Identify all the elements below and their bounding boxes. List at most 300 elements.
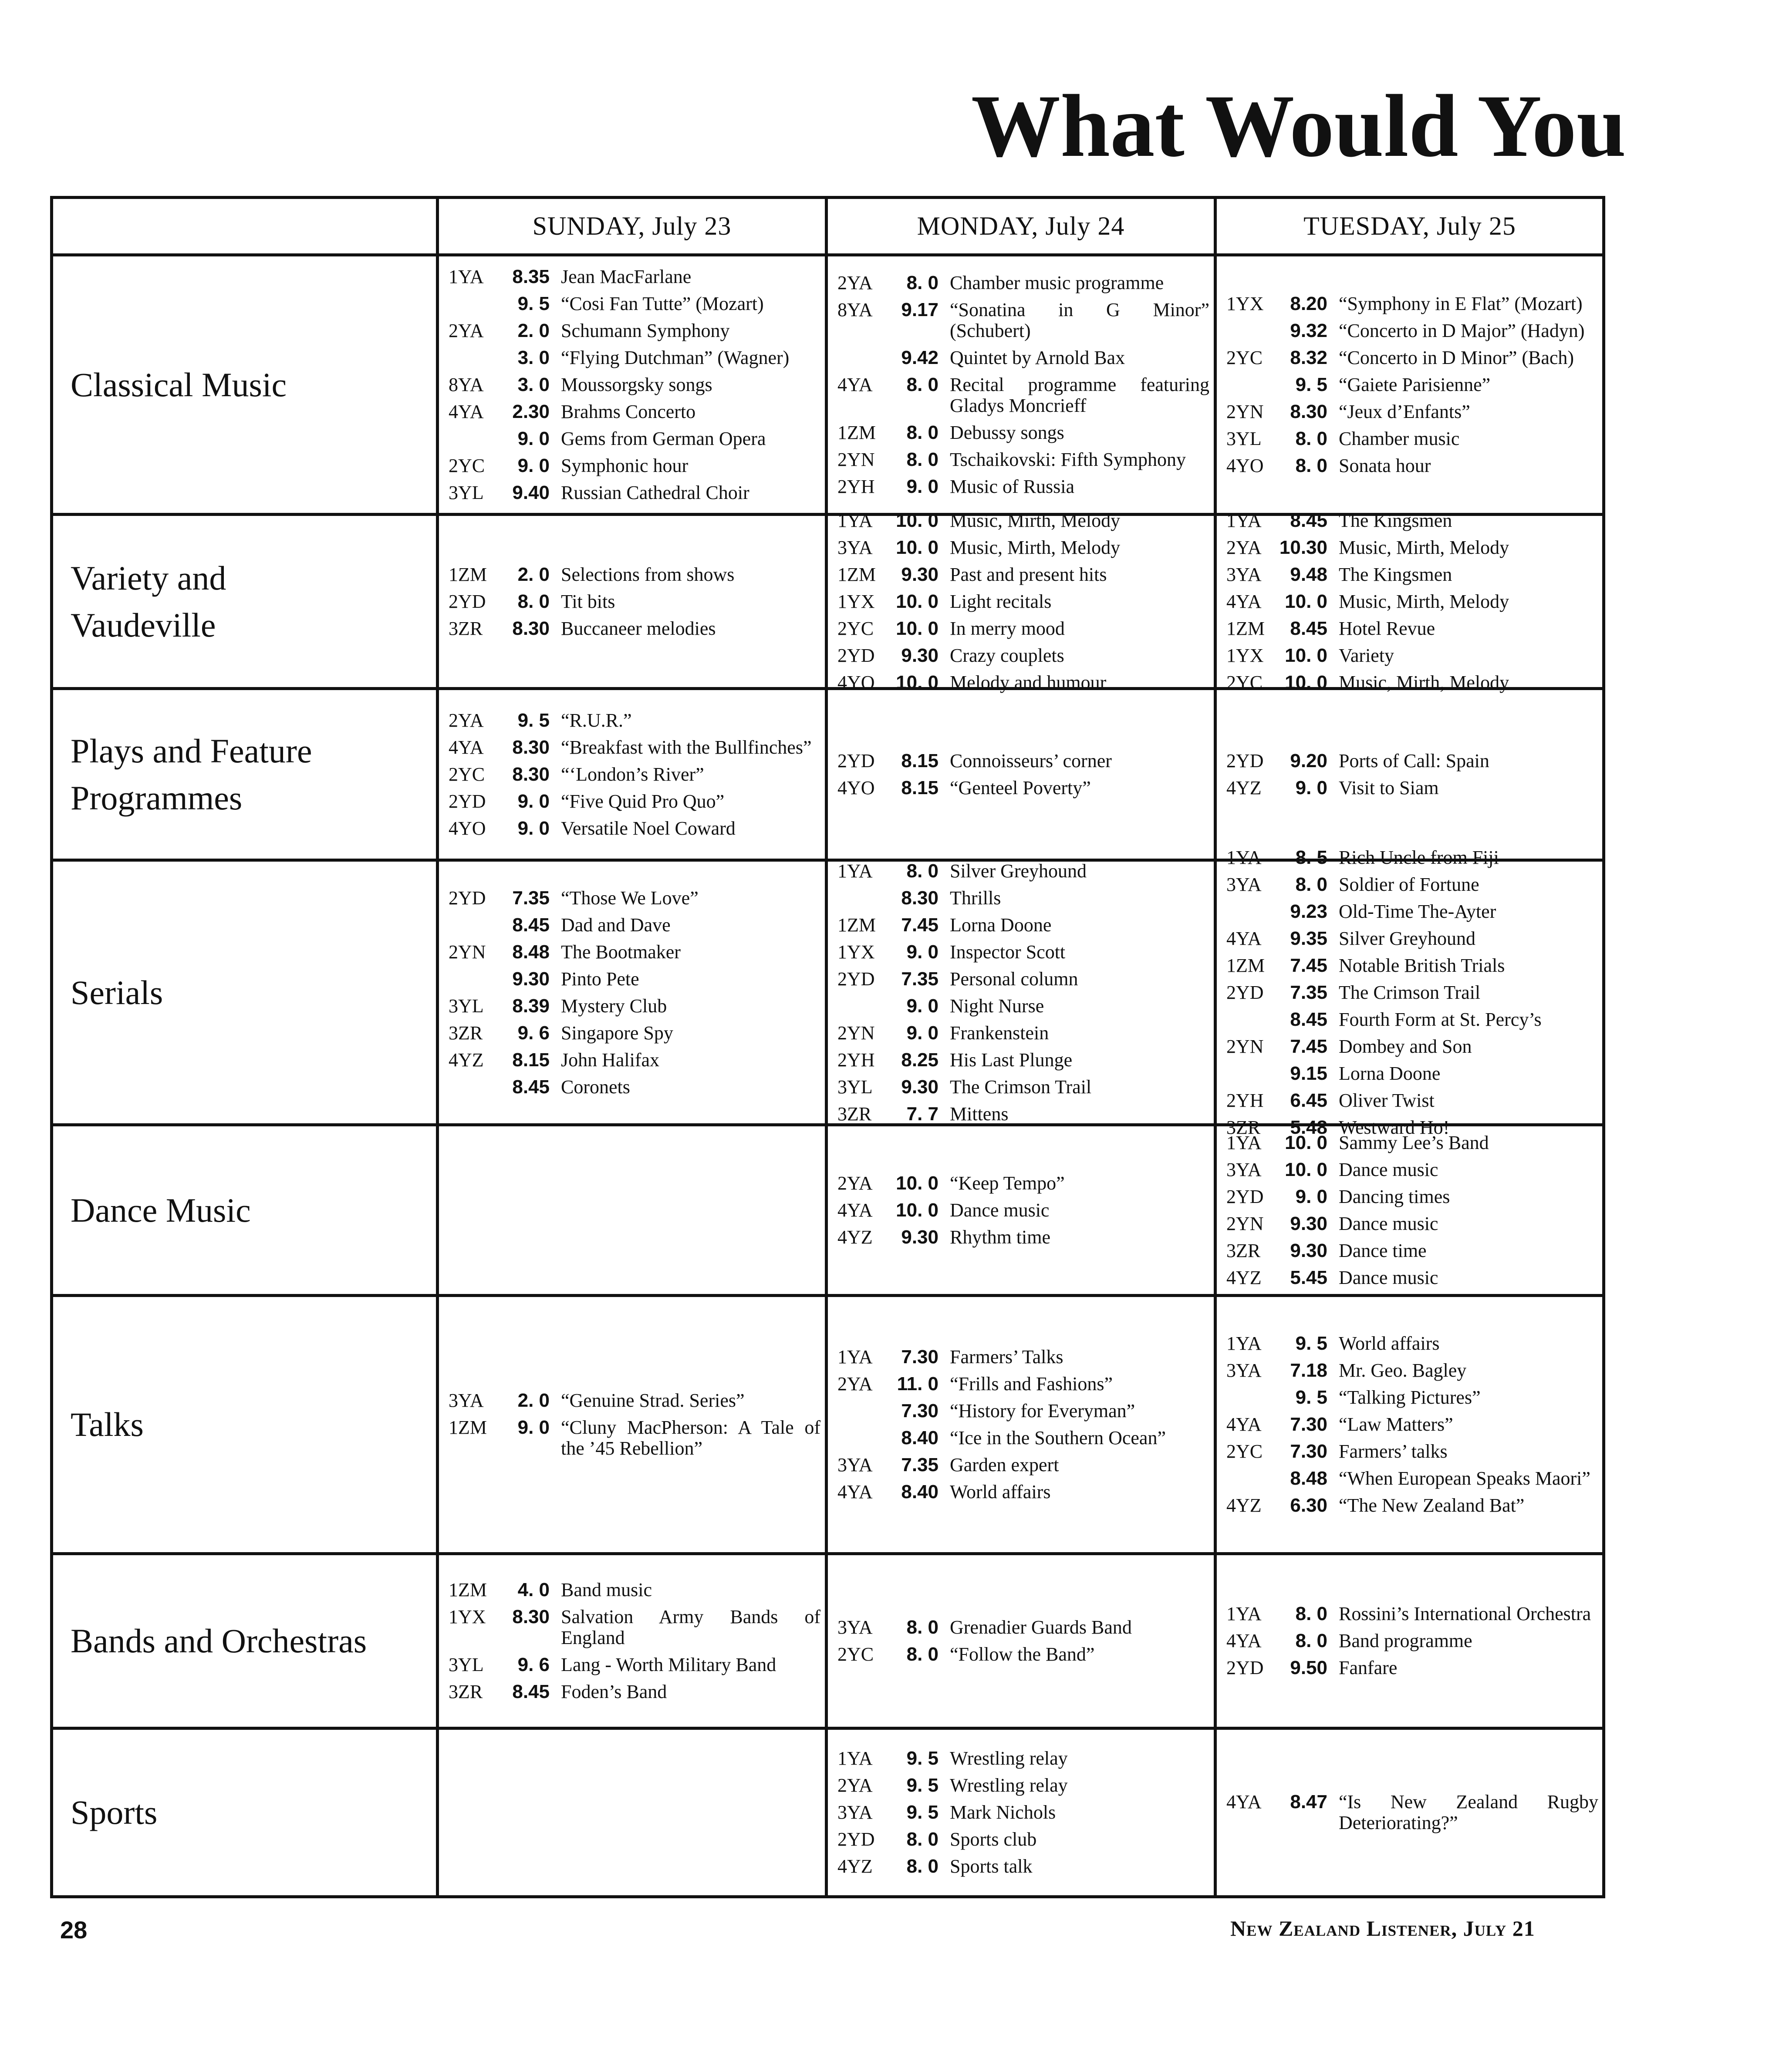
program-title: Symphonic hour bbox=[561, 455, 689, 476]
station-call-sign: 3ZR bbox=[837, 1103, 872, 1125]
broadcast-time: 10. 0 bbox=[896, 590, 939, 612]
station-call-sign: 3YA bbox=[837, 1617, 873, 1638]
program-entry bbox=[1226, 1658, 1598, 1678]
program-title: Mittens bbox=[950, 1103, 1009, 1125]
broadcast-time: 10. 0 bbox=[1285, 590, 1327, 612]
broadcast-time: 7.35 bbox=[1290, 981, 1327, 1003]
program-title: Dance time bbox=[1339, 1240, 1427, 1261]
broadcast-time: 10. 0 bbox=[896, 1199, 939, 1221]
broadcast-time: 9. 5 bbox=[906, 1775, 939, 1796]
day-header-monday bbox=[828, 199, 1214, 253]
broadcast-time: 9.35 bbox=[1290, 927, 1327, 949]
broadcast-time: 9.30 bbox=[901, 644, 939, 666]
program-title: Schumann Symphony bbox=[561, 320, 730, 341]
program-title: Westward Ho! bbox=[1339, 1116, 1450, 1138]
program-entry bbox=[1226, 751, 1598, 772]
station-call-sign: 4YZ bbox=[1226, 1495, 1262, 1516]
program-title: Lorna Doone bbox=[1339, 1062, 1441, 1084]
program-entry bbox=[837, 273, 1209, 293]
program-entry bbox=[837, 1077, 1209, 1098]
program-list bbox=[828, 256, 1214, 513]
station-call-sign: 4YA bbox=[1226, 1630, 1262, 1651]
station-call-sign: 2YC bbox=[1226, 1441, 1263, 1462]
program-title: “Ice in the Southern Ocean” bbox=[950, 1427, 1166, 1449]
broadcast-time: 10. 0 bbox=[896, 671, 939, 693]
broadcast-time: 8. 0 bbox=[1295, 1630, 1327, 1651]
program-list bbox=[1217, 846, 1603, 1138]
program-title: Variety bbox=[1339, 644, 1394, 666]
station-call-sign: 3ZR bbox=[449, 1022, 483, 1044]
station-call-sign: 1YA bbox=[837, 860, 873, 882]
program-title: “Talking Pictures” bbox=[1339, 1387, 1481, 1408]
broadcast-time: 10. 0 bbox=[896, 617, 939, 639]
broadcast-time: 8.35 bbox=[512, 266, 550, 287]
broadcast-time: 8.45 bbox=[1290, 1008, 1327, 1030]
program-title: World affairs bbox=[1339, 1333, 1440, 1354]
program-entry bbox=[1226, 1213, 1598, 1234]
program-title: “Cosi Fan Tutte” (Mozart) bbox=[561, 293, 764, 314]
station-call-sign: 2YD bbox=[1226, 981, 1264, 1003]
station-call-sign: 2YA bbox=[837, 272, 873, 293]
program-list bbox=[439, 1555, 825, 1727]
broadcast-time: 8. 0 bbox=[517, 590, 550, 612]
station-call-sign: 3YL bbox=[449, 482, 484, 503]
broadcast-time: 9. 0 bbox=[1295, 1186, 1327, 1207]
station-call-sign: 2YC bbox=[449, 763, 485, 785]
program-entry bbox=[449, 618, 820, 639]
program-title: “Flying Dutchman” (Wagner) bbox=[561, 347, 790, 368]
broadcast-time: 7.35 bbox=[901, 968, 939, 990]
station-call-sign: 1YA bbox=[449, 266, 484, 287]
schedule-cell-monday bbox=[828, 1126, 1214, 1294]
station-call-sign: 2YA bbox=[449, 709, 484, 731]
broadcast-time: 8.30 bbox=[512, 763, 550, 785]
program-list bbox=[1217, 1555, 1603, 1727]
broadcast-time: 3. 0 bbox=[517, 374, 550, 395]
program-entry bbox=[837, 915, 1209, 936]
program-title: The Kingsmen bbox=[1339, 509, 1452, 531]
broadcast-time: 2. 0 bbox=[517, 563, 550, 585]
station-call-sign: 4YA bbox=[1226, 1791, 1262, 1813]
category-dance-music bbox=[53, 1126, 436, 1294]
program-entry bbox=[1226, 955, 1598, 976]
program-entry bbox=[1226, 1333, 1598, 1354]
program-entry bbox=[1226, 293, 1598, 314]
station-call-sign: 3YA bbox=[837, 1802, 873, 1823]
broadcast-time: 9. 0 bbox=[906, 475, 939, 497]
program-title: Russian Cathedral Choir bbox=[561, 482, 749, 503]
broadcast-time: 9. 5 bbox=[1295, 374, 1327, 395]
broadcast-time: 7. 7 bbox=[906, 1103, 939, 1125]
station-call-sign: 1YA bbox=[1226, 1333, 1262, 1354]
program-title: “‘London’s River” bbox=[561, 763, 704, 785]
program-list bbox=[828, 1730, 1214, 1895]
station-call-sign: 8YA bbox=[837, 299, 873, 320]
grid-line bbox=[436, 196, 439, 1898]
program-title: In merry mood bbox=[950, 617, 1065, 639]
grid-line bbox=[825, 196, 828, 1898]
program-title: Music, Mirth, Melody bbox=[950, 509, 1121, 531]
broadcast-time: 7.30 bbox=[1290, 1414, 1327, 1435]
program-list bbox=[439, 1297, 825, 1552]
program-entry bbox=[837, 1775, 1209, 1796]
program-title: Melody and humour bbox=[950, 671, 1107, 693]
station-call-sign: 1YA bbox=[1226, 1132, 1262, 1153]
category-label: Bands and Orchestras bbox=[71, 1622, 367, 1660]
program-entry bbox=[837, 1104, 1209, 1125]
program-title: Personal column bbox=[950, 968, 1078, 990]
station-call-sign: 1YX bbox=[1226, 293, 1264, 314]
station-call-sign: 8YA bbox=[449, 374, 484, 395]
broadcast-time: 9. 5 bbox=[1295, 1333, 1327, 1354]
station-call-sign: 1YA bbox=[1226, 509, 1262, 531]
grid-line bbox=[50, 1895, 1605, 1898]
station-call-sign: 4YA bbox=[837, 374, 873, 395]
program-entry bbox=[449, 591, 820, 612]
program-title: Garden expert bbox=[950, 1454, 1059, 1476]
grid-line bbox=[50, 1552, 1605, 1555]
page-number: 28 bbox=[60, 1916, 88, 1944]
program-entry bbox=[837, 510, 1209, 531]
station-call-sign: 2YA bbox=[837, 1172, 873, 1194]
program-entry bbox=[449, 996, 820, 1017]
category-talks bbox=[53, 1297, 436, 1552]
station-call-sign: 1ZM bbox=[449, 1579, 487, 1600]
program-title: Mark Nichols bbox=[950, 1802, 1056, 1823]
program-title: “Cluny MacPherson: A Tale of the ’45 Rebellion” bbox=[561, 1417, 820, 1459]
broadcast-time: 9.30 bbox=[901, 1076, 939, 1098]
category-serials bbox=[53, 862, 436, 1123]
station-call-sign: 1YX bbox=[837, 590, 875, 612]
program-list bbox=[828, 690, 1214, 859]
broadcast-time: 9. 5 bbox=[906, 1748, 939, 1769]
schedule-cell-sunday bbox=[439, 862, 825, 1123]
program-title: Foden’s Band bbox=[561, 1681, 667, 1702]
broadcast-time: 7.35 bbox=[901, 1454, 939, 1476]
program-entry bbox=[1226, 1414, 1598, 1435]
program-title: The Bootmaker bbox=[561, 941, 681, 963]
program-title: Lorna Doone bbox=[950, 914, 1052, 936]
broadcast-time: 9. 5 bbox=[517, 293, 550, 314]
broadcast-time: 9. 0 bbox=[517, 428, 550, 449]
broadcast-time: 8. 0 bbox=[906, 1617, 939, 1638]
program-entry bbox=[837, 1347, 1209, 1368]
broadcast-time: 9.48 bbox=[1290, 563, 1327, 585]
grid-line bbox=[50, 1294, 1605, 1297]
program-entry bbox=[449, 1681, 820, 1702]
broadcast-time: 8.32 bbox=[1290, 347, 1327, 368]
program-title: Rich Uncle from Fiji bbox=[1339, 846, 1499, 868]
station-call-sign: 2YD bbox=[449, 790, 486, 812]
program-entry bbox=[1226, 1159, 1598, 1180]
broadcast-time: 8. 0 bbox=[1295, 1603, 1327, 1624]
program-entry bbox=[837, 564, 1209, 585]
broadcast-time: 10. 0 bbox=[1285, 671, 1327, 693]
program-entry bbox=[1226, 1267, 1598, 1288]
program-entry bbox=[1226, 1186, 1598, 1207]
program-entry bbox=[1226, 1387, 1598, 1408]
station-call-sign: 2YN bbox=[837, 1022, 875, 1044]
program-entry bbox=[837, 1173, 1209, 1194]
station-call-sign: 4YZ bbox=[837, 1856, 873, 1877]
program-title: Dad and Dave bbox=[561, 914, 671, 936]
category-label: Dance Music bbox=[71, 1191, 251, 1229]
broadcast-time: 8. 5 bbox=[1295, 846, 1327, 868]
program-entry bbox=[837, 1050, 1209, 1071]
station-call-sign: 4YO bbox=[837, 777, 875, 798]
station-call-sign: 2YD bbox=[837, 1829, 875, 1850]
program-title: Dance music bbox=[950, 1199, 1050, 1221]
program-title: Ports of Call: Spain bbox=[1339, 750, 1489, 772]
program-entry bbox=[1226, 928, 1598, 949]
grid-line bbox=[50, 196, 53, 1898]
broadcast-time: 10. 0 bbox=[896, 536, 939, 558]
broadcast-time: 10.30 bbox=[1279, 536, 1327, 558]
day-header-label: MONDAY, July 24 bbox=[917, 212, 1125, 240]
program-entry bbox=[449, 428, 820, 449]
program-list bbox=[828, 1126, 1214, 1294]
broadcast-time: 7.18 bbox=[1290, 1360, 1327, 1381]
program-entry bbox=[449, 347, 820, 368]
station-call-sign: 4YA bbox=[449, 401, 484, 422]
station-call-sign: 4YO bbox=[1226, 455, 1264, 476]
station-call-sign: 2YD bbox=[1226, 750, 1264, 772]
station-call-sign: 1YA bbox=[1226, 1603, 1262, 1624]
station-call-sign: 2YN bbox=[837, 448, 875, 470]
station-call-sign: 2YD bbox=[1226, 1657, 1264, 1678]
program-entry bbox=[449, 1050, 820, 1071]
broadcast-time: 8.48 bbox=[512, 941, 550, 963]
program-entry bbox=[837, 476, 1209, 497]
program-title: Frankenstein bbox=[950, 1022, 1049, 1044]
station-call-sign: 1YA bbox=[1226, 846, 1262, 868]
broadcast-time: 2. 0 bbox=[517, 1390, 550, 1411]
program-grid bbox=[50, 196, 1605, 1898]
program-entry bbox=[449, 942, 820, 963]
station-call-sign: 1YA bbox=[837, 509, 873, 531]
broadcast-time: 5.45 bbox=[1290, 1267, 1327, 1288]
program-list bbox=[1217, 1126, 1603, 1294]
program-entry bbox=[449, 1654, 820, 1675]
broadcast-time: 8.30 bbox=[901, 887, 939, 909]
broadcast-time: 10. 0 bbox=[1285, 1132, 1327, 1153]
broadcast-time: 7.45 bbox=[1290, 1035, 1327, 1057]
broadcast-time: 9. 6 bbox=[517, 1022, 550, 1044]
program-title: Sports club bbox=[950, 1829, 1037, 1850]
program-title: “Jeux d’Enfants” bbox=[1339, 401, 1470, 422]
station-call-sign: 1ZM bbox=[837, 421, 876, 443]
program-title: Thrills bbox=[950, 887, 1001, 909]
station-call-sign: 2YH bbox=[837, 1049, 875, 1071]
program-entry bbox=[1226, 1360, 1598, 1381]
broadcast-time: 9. 0 bbox=[1295, 777, 1327, 798]
program-title: Old-Time The-Ayter bbox=[1339, 900, 1496, 922]
station-call-sign: 2YD bbox=[449, 590, 486, 612]
program-entry bbox=[449, 764, 820, 785]
program-entry bbox=[837, 1617, 1209, 1638]
day-header-label: SUNDAY, July 23 bbox=[532, 212, 732, 240]
broadcast-time: 10. 0 bbox=[896, 1172, 939, 1194]
broadcast-time: 6.45 bbox=[1290, 1089, 1327, 1111]
program-title: “Gaiete Parisienne” bbox=[1339, 374, 1491, 395]
program-list bbox=[439, 256, 825, 513]
broadcast-time: 9.30 bbox=[901, 563, 939, 585]
station-call-sign: 3ZR bbox=[449, 617, 483, 639]
program-title: The Crimson Trail bbox=[1339, 981, 1481, 1003]
broadcast-time: 8. 0 bbox=[906, 374, 939, 395]
station-call-sign: 2YD bbox=[837, 968, 875, 990]
program-list bbox=[1217, 690, 1603, 859]
program-entry bbox=[1226, 374, 1598, 395]
program-entry bbox=[449, 401, 820, 422]
program-entry bbox=[837, 942, 1209, 963]
program-entry bbox=[837, 1401, 1209, 1422]
program-title: Fanfare bbox=[1339, 1657, 1398, 1678]
station-call-sign: 4YA bbox=[1226, 927, 1262, 949]
category-label: Serials bbox=[71, 973, 163, 1011]
program-title: Hotel Revue bbox=[1339, 617, 1435, 639]
program-entry bbox=[1226, 1631, 1598, 1651]
publication-line: New Zealand Listener, July 21 bbox=[1230, 1916, 1535, 1941]
program-title: Tschaikovski: Fifth Symphony bbox=[950, 448, 1186, 470]
program-entry bbox=[837, 751, 1209, 772]
program-list bbox=[828, 862, 1214, 1123]
program-entry bbox=[837, 861, 1209, 882]
program-entry bbox=[837, 1023, 1209, 1044]
program-title: “The New Zealand Bat” bbox=[1339, 1495, 1525, 1516]
program-list bbox=[828, 1297, 1214, 1552]
program-title: Music of Russia bbox=[950, 475, 1074, 497]
station-call-sign: 1YA bbox=[837, 1748, 873, 1769]
category-plays-and-features bbox=[53, 690, 436, 859]
station-call-sign: 3YA bbox=[1226, 873, 1262, 895]
program-entry bbox=[837, 996, 1209, 1017]
station-call-sign: 3ZR bbox=[1226, 1240, 1261, 1261]
broadcast-time: 9.40 bbox=[512, 482, 550, 503]
program-list bbox=[439, 1126, 825, 1294]
broadcast-time: 8.45 bbox=[1290, 509, 1327, 531]
program-title: Connoisseurs’ corner bbox=[950, 750, 1112, 772]
program-entry bbox=[449, 710, 820, 731]
broadcast-time: 8.15 bbox=[901, 750, 939, 772]
broadcast-time: 8.30 bbox=[512, 736, 550, 758]
broadcast-time: 7.30 bbox=[1290, 1441, 1327, 1462]
schedule-cell-tuesday bbox=[1217, 1297, 1603, 1552]
station-call-sign: 2YD bbox=[1226, 1186, 1264, 1207]
program-entry bbox=[449, 320, 820, 341]
broadcast-time: 8.30 bbox=[512, 1606, 550, 1627]
station-call-sign: 2YA bbox=[1226, 536, 1262, 558]
program-entry bbox=[837, 449, 1209, 470]
day-header-sunday bbox=[439, 199, 825, 253]
program-entry bbox=[449, 482, 820, 503]
station-call-sign: 2YC bbox=[1226, 347, 1263, 368]
broadcast-time: 8.45 bbox=[1290, 617, 1327, 639]
broadcast-time: 10. 0 bbox=[1285, 644, 1327, 666]
program-title: Sports talk bbox=[950, 1856, 1033, 1877]
program-title: Debussy songs bbox=[950, 421, 1064, 443]
day-header-tuesday bbox=[1217, 199, 1603, 253]
station-call-sign: 1ZM bbox=[449, 563, 487, 585]
station-call-sign: 4YZ bbox=[449, 1049, 484, 1071]
station-call-sign: 4YO bbox=[449, 817, 486, 839]
program-title: Visit to Siam bbox=[1339, 777, 1439, 798]
station-call-sign: 1YX bbox=[1226, 644, 1264, 666]
program-title: Night Nurse bbox=[950, 995, 1044, 1017]
program-entry bbox=[449, 455, 820, 476]
category-classical-music bbox=[53, 256, 436, 513]
grid-line bbox=[1602, 196, 1605, 1898]
program-entry bbox=[1226, 645, 1598, 666]
schedule-cell-sunday bbox=[439, 1126, 825, 1294]
broadcast-time: 7.35 bbox=[512, 887, 550, 909]
program-list bbox=[1217, 509, 1603, 693]
broadcast-time: 9.20 bbox=[1290, 750, 1327, 772]
program-title: Farmers’ Talks bbox=[950, 1346, 1063, 1368]
station-call-sign: 4YA bbox=[837, 1481, 873, 1503]
broadcast-time: 7.30 bbox=[901, 1346, 939, 1368]
station-call-sign: 2YD bbox=[837, 750, 875, 772]
schedule-cell-monday bbox=[828, 256, 1214, 513]
program-title: Sammy Lee’s Band bbox=[1339, 1132, 1489, 1153]
program-title: Versatile Noel Coward bbox=[561, 817, 736, 839]
program-title: Buccaneer melodies bbox=[561, 617, 716, 639]
station-call-sign: 3ZR bbox=[449, 1681, 483, 1702]
grid-line bbox=[50, 1727, 1605, 1730]
broadcast-time: 9.32 bbox=[1290, 320, 1327, 341]
program-title: Selections from shows bbox=[561, 563, 735, 585]
station-call-sign: 1YX bbox=[837, 941, 875, 963]
program-title: Mystery Club bbox=[561, 995, 667, 1017]
schedule-cell-tuesday bbox=[1217, 1555, 1603, 1727]
schedule-cell-sunday bbox=[439, 1297, 825, 1552]
program-entry bbox=[837, 969, 1209, 990]
program-entry bbox=[449, 1607, 820, 1648]
station-call-sign: 2YH bbox=[1226, 1089, 1264, 1111]
program-entry bbox=[449, 737, 820, 758]
program-entry bbox=[1226, 1090, 1598, 1111]
station-call-sign: 4YA bbox=[1226, 1414, 1262, 1435]
program-title: Silver Greyhound bbox=[950, 860, 1087, 882]
program-title: Fourth Form at St. Percy’s bbox=[1339, 1008, 1542, 1030]
program-entry bbox=[449, 374, 820, 395]
station-call-sign: 1YA bbox=[837, 1346, 873, 1368]
program-title: Light recitals bbox=[950, 590, 1052, 612]
broadcast-time: 9. 0 bbox=[517, 817, 550, 839]
program-title: Silver Greyhound bbox=[1339, 927, 1476, 949]
program-entry bbox=[837, 618, 1209, 639]
grid-line bbox=[1214, 196, 1217, 1898]
station-call-sign: 2YN bbox=[449, 941, 486, 963]
station-call-sign: 3YA bbox=[449, 1390, 484, 1411]
program-title: Lang - Worth Military Band bbox=[561, 1654, 776, 1675]
program-title: Inspector Scott bbox=[950, 941, 1066, 963]
program-entry bbox=[1226, 1441, 1598, 1462]
program-list bbox=[828, 1555, 1214, 1727]
broadcast-time: 8. 0 bbox=[906, 1644, 939, 1665]
station-call-sign: 2YA bbox=[837, 1373, 873, 1395]
station-call-sign: 2YN bbox=[1226, 1213, 1264, 1234]
program-list bbox=[1217, 256, 1603, 513]
broadcast-time: 8.39 bbox=[512, 995, 550, 1017]
program-entry bbox=[1226, 347, 1598, 368]
broadcast-time: 9.30 bbox=[901, 1226, 939, 1248]
program-entry bbox=[837, 1455, 1209, 1476]
broadcast-time: 9. 0 bbox=[906, 1022, 939, 1044]
program-title: “Genuine Strad. Series” bbox=[561, 1390, 745, 1411]
station-call-sign: 3YL bbox=[449, 1654, 484, 1675]
program-title: Coronets bbox=[561, 1076, 630, 1098]
